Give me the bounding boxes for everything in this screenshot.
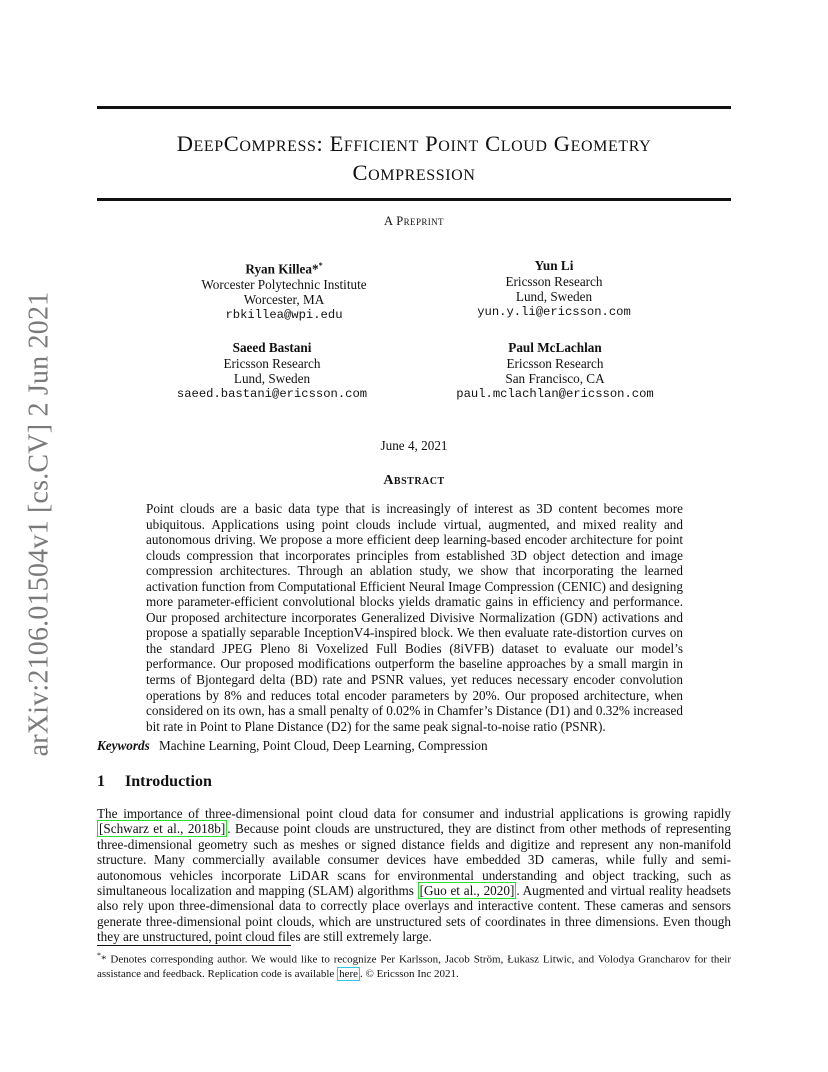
title-top-rule — [97, 106, 731, 109]
abstract-text: Point clouds are a basic data type that is increasingly of interest as 3D content becomes more ubiquitous. Applications using point clouds include virtual, augmented, and mixed reality and autonomous driving. We propose a more efficient deep learning-based encoder architecture for point clouds compression that incorporates principles from established 3D object detection and image compression architectures. Through an ablation study, we show that incorporating the learned activation function from Computational Efficient Neural Image Compression (CENIC) and designing more parameter-efficient convolutional blocks yields dramatic gains in efficiency and performance. Our proposed architecture incorporates Generalized Divisive Normalization (GDN) activations and propose a spatially separable InceptionV4-inspired block. We then evaluate rate-distortion curves on the standard JPEG Pleno 8i Voxelized Full Bodies (8iVFB) dataset to evaluate our model’s performance. Our proposed modifications outperform the baseline approaches by a small margin in terms of Bjontegard delta (BD) rate and PSNR values, yet reduces necessary encoder convolution operations by 8% and reduces total encoder parameters by 20%. Our proposed architecture, when considered on its own, has a small penalty of 0.02% in Chamfer’s Distance (D1) and 0.32% increased bit rate in Point to Plane Distance (D2) for the same peak signal-to-noise ratio (PSNR). — [146, 501, 684, 734]
intro-text-2: . Because point clouds are unstructured, they are distinct from other methods of representing three-dimensional geometry such as meshes or signed distance fields and digitize and represent any non-manifold structure. Many commercially available consumer devices have embedded 3D cameras, while fully and semi-autonomous vehicles incorporate LiDAR scans for environmental understanding and object tracking, such as simultaneous localization and mapping (SLAM) algorithms — [97, 821, 731, 899]
citation-link-guo[interactable]: [Guo et al., 2020] — [419, 883, 515, 899]
author-location: Lund, Sweden — [515, 289, 593, 304]
author-affiliation: Ericsson Research — [506, 355, 604, 371]
author-email[interactable]: saeed.bastani@ericsson.com — [176, 386, 368, 401]
section-number: 1 — [97, 773, 105, 790]
author-affiliation: Worcester Polytechnic Institute — [201, 276, 367, 292]
title-line-2: Compression — [352, 160, 476, 185]
author-email[interactable]: paul.mclachlan@ericsson.com — [456, 386, 654, 401]
title-bottom-rule — [97, 198, 731, 201]
keywords-line — [97, 738, 731, 754]
title-line-1: DeepCompress: Efficient Point Cloud Geometry — [176, 131, 652, 156]
abstract-heading: Abstract — [383, 473, 445, 488]
author-location: Worcester, MA — [243, 292, 325, 308]
author-location: Lund, Sweden — [233, 371, 311, 386]
footnote-mark: * — [97, 951, 101, 960]
author-email[interactable]: yun.y.li@ericsson.com — [477, 304, 631, 319]
keywords-label: Keywords — [97, 738, 150, 753]
citation-link-schwarz[interactable]: [Schwarz et al., 2018b] — [99, 821, 226, 837]
keywords-list: Machine Learning, Point Cloud, Deep Learning, Compression — [159, 738, 488, 753]
author-affiliation: Ericsson Research — [505, 273, 603, 289]
author-block-mclachlan — [440, 340, 670, 402]
author-name: Yun Li — [534, 258, 574, 273]
intro-text-1: The importance of three-dimensional point cloud data for consumer and industrial applications is growing rapidly — [97, 806, 731, 821]
intro-text-3: . Augmented and virtual reality headsets also rely upon three-dimensional data to correctly place overlays and interactive content. These cameras and sensors generate three-dimensional point clouds, which are unstructured sets of coordinates in three dimensions. Even though they are unstructured, point cloud files are still extremely large. — [97, 883, 731, 945]
author-block-bastani — [162, 340, 382, 402]
author-location: San Francisco, CA — [505, 371, 605, 386]
author-block-killea — [174, 258, 394, 323]
author-block-li — [444, 258, 664, 320]
footnote-text-2: . © Ericsson Inc 2021. — [360, 968, 459, 981]
arxiv-identifier: arXiv:2106.01504v1 [cs.CV] 2 Jun 2021 — [23, 291, 55, 757]
author-name: Ryan Killea** — [245, 261, 323, 277]
footnote-text-1: * Denotes corresponding author. We would like to recognize Per Karlsson, Jacob Ström, Łukasz Litwic, and Volodya Grancharov for their assistance and feedback. Replication code is available — [97, 953, 731, 981]
introduction-paragraph — [97, 806, 731, 945]
author-name: Saeed Bastani — [232, 340, 312, 355]
author-affiliation: Ericsson Research — [223, 355, 321, 371]
replication-code-link[interactable]: here — [339, 968, 359, 981]
section-heading-introduction — [97, 773, 212, 791]
footnote-rule — [97, 945, 291, 946]
author-name: Paul McLachlan — [508, 340, 602, 355]
arxiv-identifier-stamp — [19, 291, 59, 757]
preprint-label: A Preprint — [384, 214, 444, 228]
section-title: Introduction — [125, 773, 212, 790]
author-email[interactable]: rbkillea@wpi.edu — [225, 307, 343, 322]
publication-date: June 4, 2021 — [380, 438, 448, 453]
paper-title — [97, 129, 731, 187]
footnote — [97, 949, 731, 982]
